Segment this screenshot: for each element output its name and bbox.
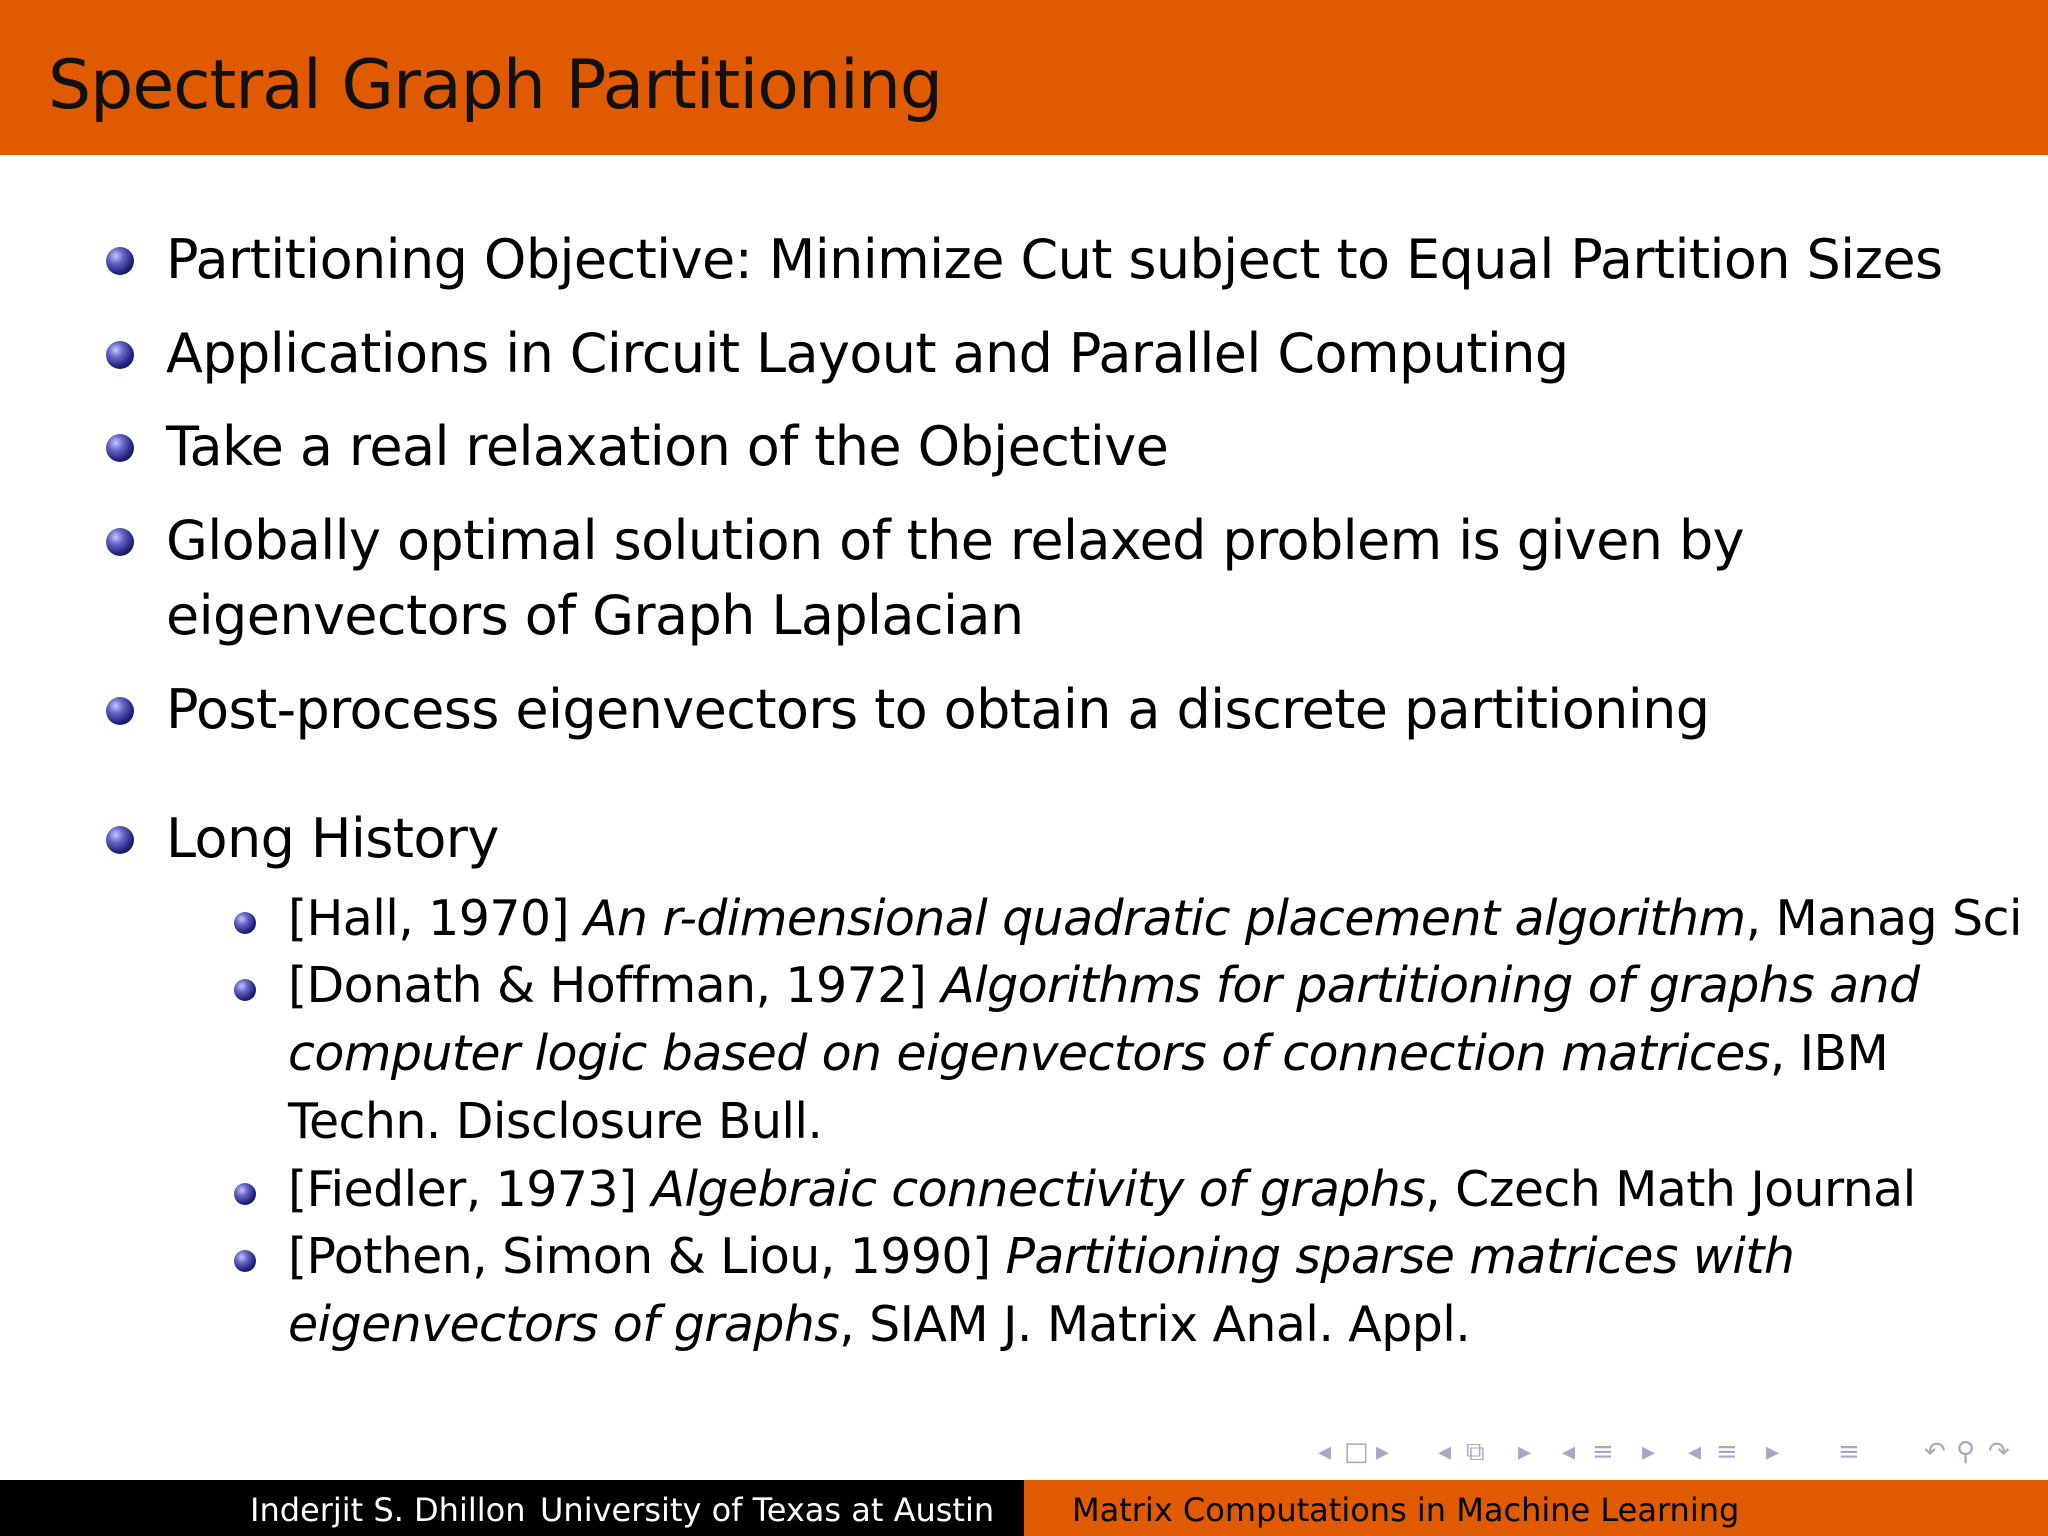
footer-institution: University of Texas at Austin — [540, 1491, 995, 1529]
bullet-text: Partitioning Objective: Minimize Cut subject to Equal Partition Sizes — [166, 228, 1943, 291]
footer-left — [0, 1480, 1024, 1536]
reference-cite: [Pothen, Simon & Liou, 1990] — [288, 1228, 991, 1285]
bullet-ball-icon — [106, 826, 134, 854]
nav-align-icon[interactable]: ≡ — [1838, 1437, 1860, 1467]
nav-doc-icon[interactable]: ≡ — [1716, 1437, 1738, 1467]
reference-line — [288, 1020, 1888, 1088]
nav-doc-next-icon[interactable]: ▸ — [1766, 1437, 1780, 1467]
sub-bullet-ball-icon — [234, 912, 256, 934]
reference-cite: [Donath & Hoffman, 1972] — [288, 957, 927, 1014]
bullet-text: Take a real relaxation of the Objective — [166, 415, 1169, 478]
reference-title-line2: computer logic based on eigenvectors of connection matrices — [288, 1025, 1770, 1082]
footer-right — [1024, 1480, 2048, 1536]
reference-cite: [Hall, 1970] — [288, 890, 569, 947]
reference-line — [288, 1223, 1794, 1291]
bullet-text: Applications in Circuit Layout and Parallel Computing — [166, 322, 1569, 385]
reference-line — [288, 952, 1920, 1020]
bullet-text-line1: Globally optimal solution of the relaxed problem is given by — [166, 509, 1745, 572]
nav-back-icon[interactable]: ↶ — [1924, 1437, 1946, 1467]
nav-frame-prev-icon[interactable]: ◂ — [1318, 1437, 1332, 1467]
bullet-text: Long History — [166, 807, 499, 870]
sub-bullet-ball-icon — [234, 1183, 256, 1205]
reference-venue-line: Techn. Disclosure Bull. — [288, 1093, 823, 1150]
reference-venue: , SIAM J. Matrix Anal. Appl. — [839, 1296, 1471, 1353]
beamer-navigation-bar — [1300, 1436, 2040, 1468]
nav-search-icon[interactable]: ⚲ — [1956, 1437, 1976, 1467]
reference-line — [288, 1156, 1916, 1224]
reference-venue: , IBM — [1769, 1025, 1889, 1082]
bullet-ball-icon — [106, 341, 134, 369]
reference-cite: [Fiedler, 1973] — [288, 1161, 637, 1218]
nav-frame-next-icon[interactable]: ▸ — [1376, 1437, 1390, 1467]
reference-title: Algebraic connectivity of graphs — [651, 1161, 1426, 1218]
slide-footer — [0, 1480, 2048, 1536]
footer-author: Inderjit S. Dhillon — [250, 1491, 526, 1529]
footer-course: Matrix Computations in Machine Learning — [1072, 1491, 1740, 1529]
nav-section-prev-icon[interactable]: ◂ — [1562, 1437, 1576, 1467]
nav-section-next-icon[interactable]: ▸ — [1642, 1437, 1656, 1467]
nav-doc-prev-icon[interactable]: ◂ — [1688, 1437, 1702, 1467]
nav-section-icon[interactable]: ≡ — [1592, 1437, 1614, 1467]
nav-forward-icon[interactable]: ↷ — [1988, 1437, 2010, 1467]
slide-title: Spectral Graph Partitioning — [48, 46, 943, 125]
reference-venue: , Czech Math Journal — [1425, 1161, 1916, 1218]
bullet-ball-icon — [106, 434, 134, 462]
reference-title-line1: Algorithms for partitioning of graphs and — [941, 957, 1920, 1014]
reference-title-line1: Partitioning sparse matrices with — [1005, 1228, 1795, 1285]
reference-venue: , Manag Sci — [1745, 890, 2022, 947]
bullet-text-line2: eigenvectors of Graph Laplacian — [166, 584, 1024, 647]
bullet-ball-icon — [106, 528, 134, 556]
sub-bullet-ball-icon — [234, 979, 256, 1001]
nav-subsection-next-icon[interactable]: ▸ — [1518, 1437, 1532, 1467]
bullet-text: Post-process eigenvectors to obtain a discrete partitioning — [166, 678, 1710, 741]
nav-subsection-prev-icon[interactable]: ◂ — [1438, 1437, 1452, 1467]
reference-title-line2: eigenvectors of graphs — [288, 1296, 840, 1353]
nav-frame-icon[interactable]: □ — [1344, 1437, 1369, 1467]
sub-bullet-ball-icon — [234, 1250, 256, 1272]
reference-line — [288, 1291, 1470, 1359]
reference-line — [288, 885, 2022, 953]
nav-subsection-icon[interactable]: ⧉ — [1466, 1437, 1485, 1467]
bullet-ball-icon — [106, 247, 134, 275]
bullet-ball-icon — [106, 697, 134, 725]
reference-title: An r-dimensional quadratic placement algorithm — [583, 890, 1746, 947]
